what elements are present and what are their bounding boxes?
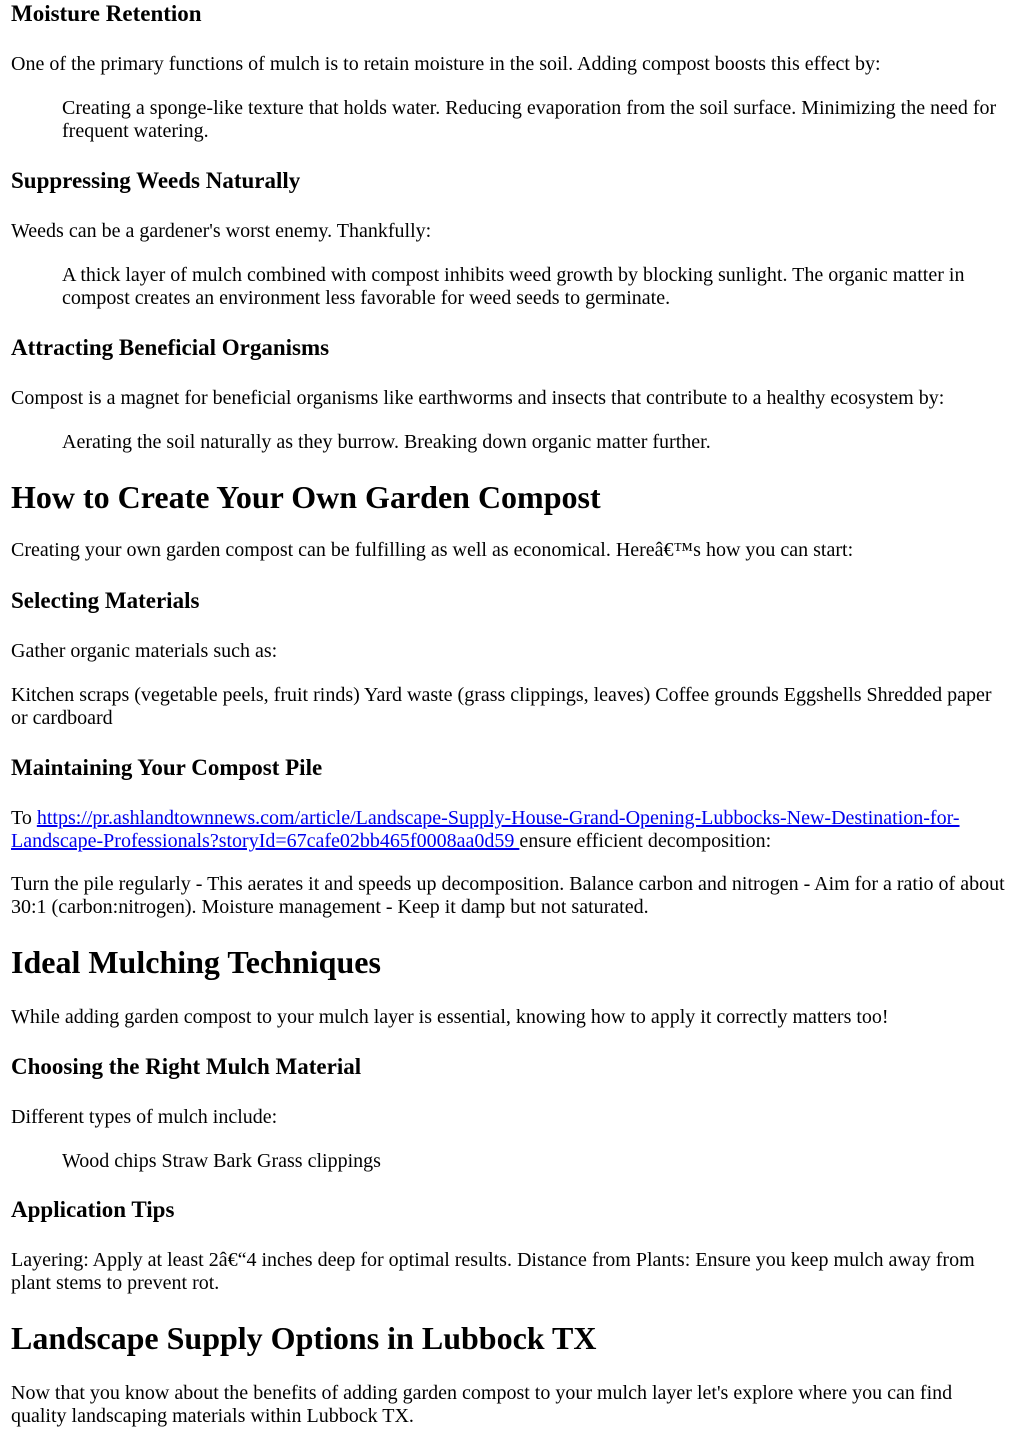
heading-beneficial-organisms: Attracting Beneficial Organisms [11,335,330,360]
heading-create-compost: How to Create Your Own Garden Compost [11,479,601,515]
heading-lubbock-supply: Landscape Supply Options in Lubbock TX [11,1320,597,1356]
paragraph-application-tips: Layering: Apply at least 2â€“4 inches deep for optimal results. Distance from Plants: Ensure you keep mulch away from plant stems to prevent rot. [11,1249,975,1294]
maintain-suffix: ensure efficient decomposition: [519,830,772,852]
paragraph-materials-intro: Gather organic materials such as: [11,640,278,662]
paragraph-choosing-intro: Different types of mulch include: [11,1106,278,1128]
article-link[interactable]: https://pr.ashlandtownnews.com/article/Landscape-Supply-House-Grand-Opening-Lubbocks-New-Destination-for-Landscape-Professionals?storyId=67cafe02bb465f0008aa0d59 [11,807,960,852]
paragraph-maintain-link [11,807,1011,853]
heading-moisture-retention: Moisture Retention [11,1,202,26]
paragraph-maintain-tips: Turn the pile regularly - This aerates it and speeds up decomposition. Balance carbon and nitrogen - Aim for a ratio of about 30:1 (carbon:nitrogen). Moisture management - Keep it damp but not saturated. [11,873,1005,918]
heading-maintaining-pile: Maintaining Your Compost Pile [11,755,323,780]
heading-application-tips: Application Tips [11,1197,175,1222]
paragraph-materials-list: Kitchen scraps (vegetable peels, fruit rinds) Yard waste (grass clippings, leaves) Coffee grounds Eggshells Shredded paper or cardboard [11,684,992,729]
paragraph-organisms-intro: Compost is a magnet for beneficial organisms like earthworms and insects that contribute to a healthy ecosystem by: [11,387,945,409]
blockquote-mulch-types: Wood chips Straw Bark Grass clippings [62,1150,381,1172]
heading-mulching-techniques: Ideal Mulching Techniques [11,944,381,980]
heading-choosing-mulch: Choosing the Right Mulch Material [11,1054,362,1079]
paragraph-mulching-intro: While adding garden compost to your mulch layer is essential, knowing how to apply it correctly matters too! [11,1006,889,1028]
blockquote-weeds: A thick layer of mulch combined with compost inhibits weed growth by blocking sunlight. The organic matter in compost creates an environment less favorable for weed seeds to germinate. [62,264,965,309]
paragraph-create-intro: Creating your own garden compost can be fulfilling as well as economical. Hereâ€™s how you can start: [11,539,854,561]
heading-selecting-materials: Selecting Materials [11,588,200,613]
paragraph-weeds-intro: Weeds can be a gardener's worst enemy. Thankfully: [11,220,432,242]
paragraph-moisture-intro: One of the primary functions of mulch is to retain moisture in the soil. Adding compost boosts this effect by: [11,53,881,75]
blockquote-organisms: Aerating the soil naturally as they burrow. Breaking down organic matter further. [62,431,711,453]
maintain-prefix: To [11,807,37,829]
blockquote-moisture: Creating a sponge-like texture that holds water. Reducing evaporation from the soil surface. Minimizing the need for frequent watering. [62,97,997,142]
paragraph-lubbock-intro: Now that you know about the benefits of adding garden compost to your mulch layer let's explore where you can find quality landscaping materials within Lubbock TX. [11,1382,953,1427]
heading-suppressing-weeds: Suppressing Weeds Naturally [11,168,301,193]
